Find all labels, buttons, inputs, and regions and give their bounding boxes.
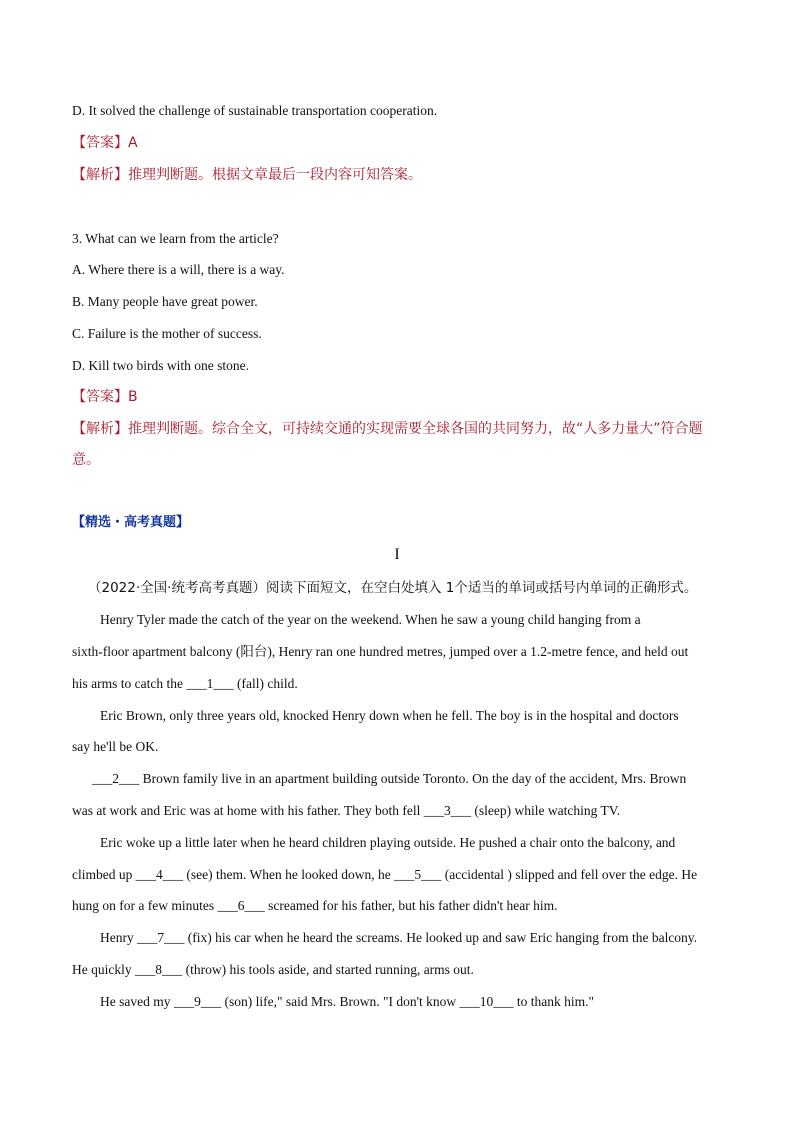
section-heading: 【精选・高考真题】 <box>72 515 190 530</box>
q3-option-d: D. Kill two birds with one stone. <box>72 358 249 373</box>
passage-line: his arms to catch the ___1___ (fall) child. <box>72 676 298 691</box>
q3-answer: 【答案】B <box>72 389 138 405</box>
q2-analysis: 【解析】推理判断题。根据文章最后一段内容可知答案。 <box>72 167 422 183</box>
q2-answer: 【答案】A <box>72 135 138 151</box>
q3-option-b: B. Many people have great power. <box>72 294 258 309</box>
q3-question: 3. What can we learn from the article? <box>72 231 279 246</box>
section-roman-numeral: I <box>394 546 400 563</box>
section-instruction: （2022·全国·统考高考真题）阅读下面短文，在空白处填入 1个适当的单词或括号内单词的正确形式。 <box>88 580 698 596</box>
passage-line: sixth-floor apartment balcony (阳台), Henry ran one hundred metres, jumped over a 1.2-metre fence, and held out <box>72 644 689 659</box>
q3-option-a: A. Where there is a will, there is a way. <box>72 262 285 277</box>
q3-option-c: C. Failure is the mother of success. <box>72 326 262 341</box>
passage-line: He quickly ___8___ (throw) his tools aside, and started running, arms out. <box>72 962 474 977</box>
q3-analysis: 【解析】推理判断题。综合全文，可持续交通的实现需要全球各国的共同努力，故“人多力量大”符合题意。 <box>72 421 703 468</box>
passage-line: climbed up ___4___ (see) them. When he looked down, he ___5___ (accidental ) slipped and fell over the edge. He <box>72 867 698 882</box>
passage-line: Henry ___7___ (fix) his car when he heard the screams. He looked up and saw Eric hanging from the balcony. <box>100 930 698 945</box>
passage-line: was at work and Eric was at home with his father. They both fell ___3___ (sleep) while watching TV. <box>72 803 621 818</box>
passage-line: Eric Brown, only three years old, knocked Henry down when he fell. The boy is in the hospital and doctors <box>100 708 679 723</box>
passage-line: He saved my ___9___ (son) life," said Mrs. Brown. "I don't know ___10___ to thank him." <box>100 994 595 1009</box>
passage-line: ___2___ Brown family live in an apartment building outside Toronto. On the day of the accident, Mrs. Brown <box>92 771 687 786</box>
passage-line: hung on for a few minutes ___6___ screamed for his father, but his father didn't hear him. <box>72 898 558 913</box>
q2-option-d: D. It solved the challenge of sustainable transportation cooperation. <box>72 103 438 118</box>
passage-line: Eric woke up a little later when he heard children playing outside. He pushed a chair onto the balcony, and <box>100 835 676 850</box>
passage-line: Henry Tyler made the catch of the year on the weekend. When he saw a young child hanging from a <box>100 612 641 627</box>
passage-line: say he'll be OK. <box>72 739 159 754</box>
